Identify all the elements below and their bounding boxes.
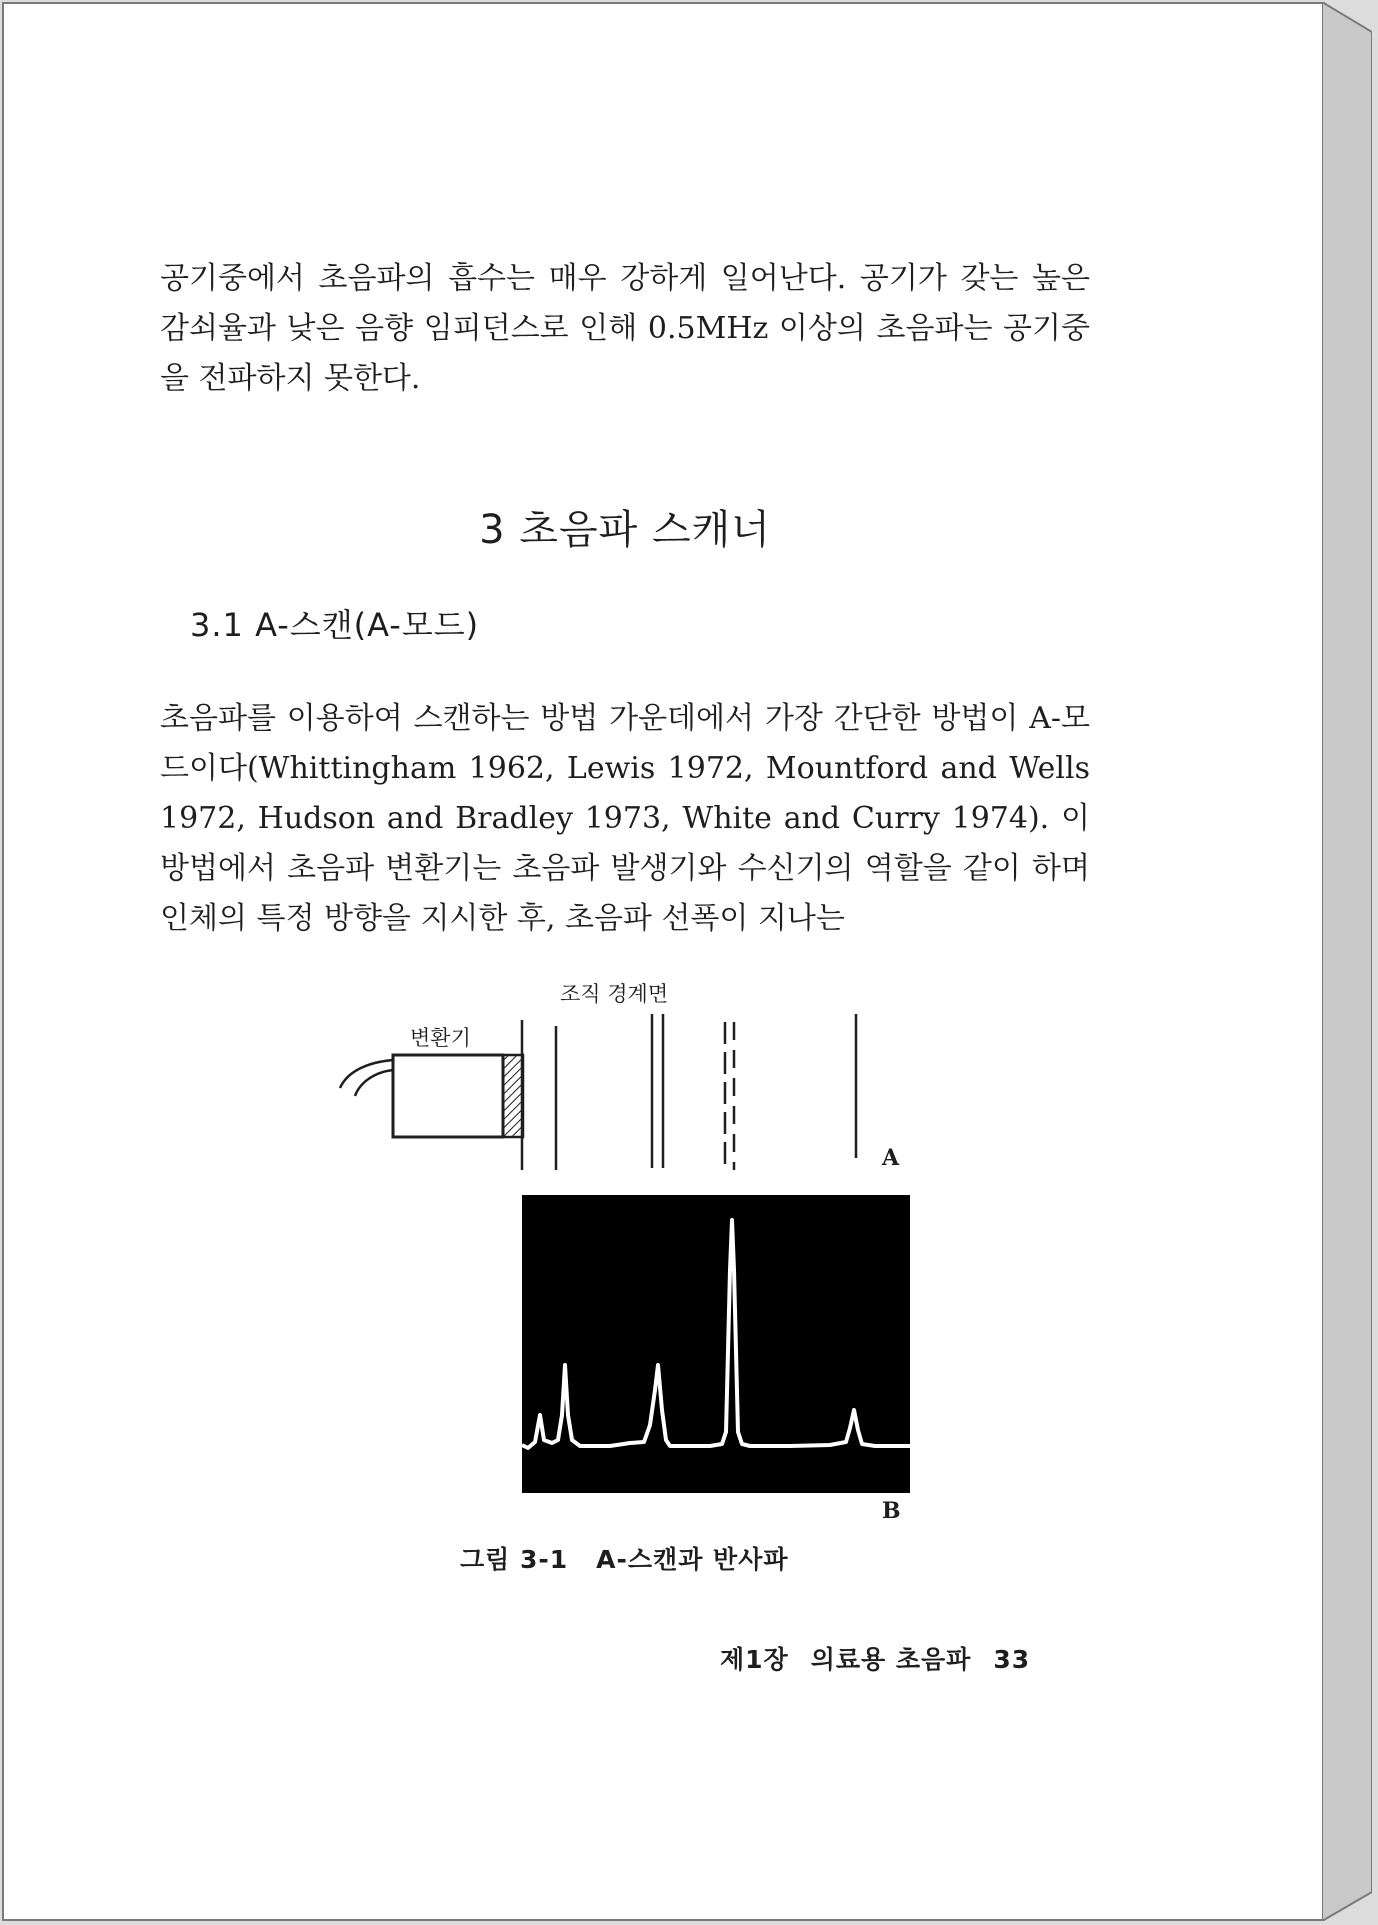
paragraph-air-absorption: 공기중에서 초음파의 흡수는 매우 강하게 일어난다. 공기가 갖는 높은 감쇠율과 낮은 음향 임피던스로 인해 0.5MHz 이상의 초음파는 공기중을 전파하지 못한다. — [160, 261, 1090, 396]
caption-number: 그림 3-1 — [460, 1545, 569, 1574]
a-scan-figure — [330, 970, 950, 1540]
paragraph-a-mode: 초음파를 이용하여 스캔하는 방법 가운데에서 가장 간단한 방법이 A-모드이다(Whittingham 1962, Lewis 1972, Mountford and Wells 1972, Hudson and Bradley 1973, White and Curry 1974). 이 방법에서 초음파 변환기는 초음파 발생기와 수신기의 역할을 같이 하며 인체의 특정 방향을 지시한 후, 초음파 선폭이 지나는 — [160, 701, 1090, 936]
transducer-label: 변환기 — [410, 1026, 471, 1050]
oscilloscope-screen — [522, 1195, 910, 1493]
transducer-cable — [340, 1060, 393, 1088]
section-title: 3 초음파 스캐너 — [479, 507, 771, 553]
figure-label-a: A — [882, 1145, 900, 1171]
transducer-body — [393, 1055, 503, 1137]
figure-caption — [460, 1540, 789, 1576]
tissue-interface-label: 조직 경계면 — [560, 982, 669, 1006]
page-edge-bevel — [1322, 2, 1372, 1921]
footer-chapter-title: 의료용 초음파 — [810, 1645, 972, 1674]
caption-text: A-스캔과 반사파 — [596, 1545, 789, 1574]
footer-chapter: 제1장 — [720, 1645, 789, 1674]
page-footer — [720, 1640, 1030, 1676]
transducer-cable-2 — [355, 1070, 393, 1096]
transducer-crystal — [503, 1055, 523, 1137]
tissue-interface-lines — [522, 1014, 856, 1170]
figure-label-b: B — [882, 1498, 901, 1524]
page-number: 33 — [993, 1645, 1031, 1674]
subsection-title: 3.1 A-스캔(A-모드) — [190, 606, 480, 644]
